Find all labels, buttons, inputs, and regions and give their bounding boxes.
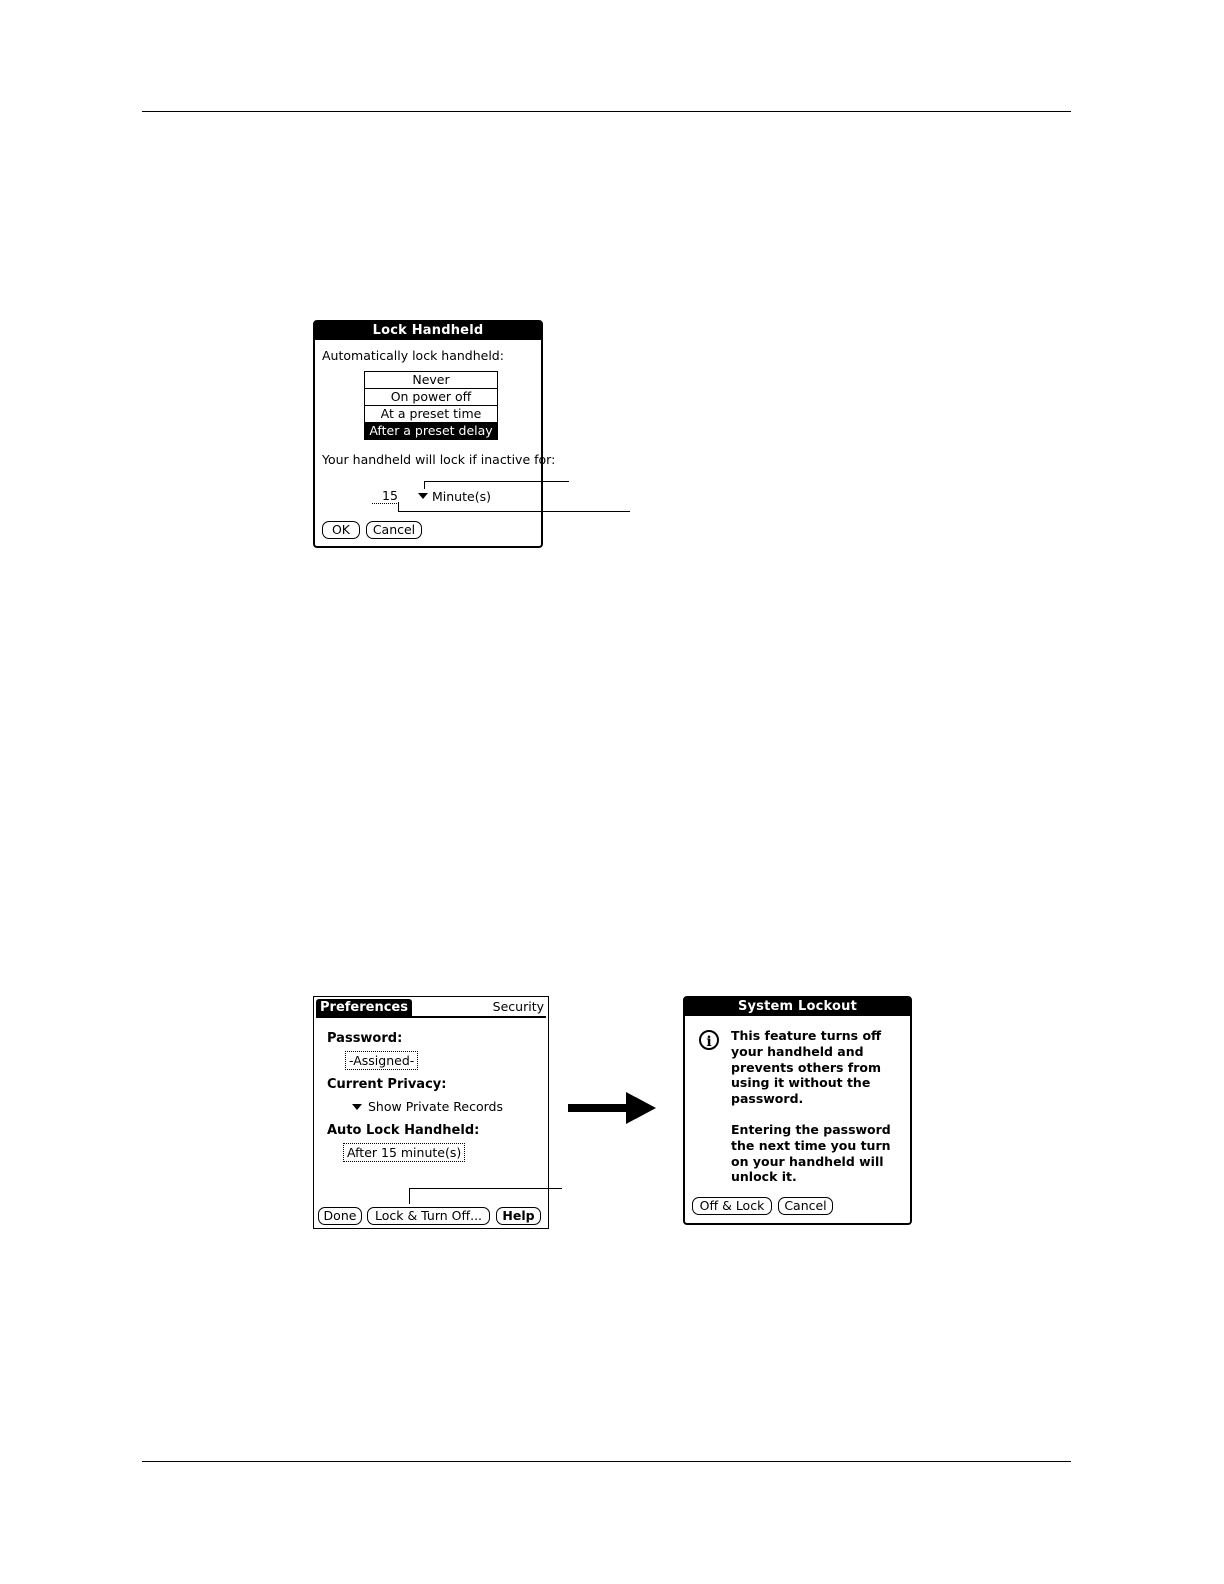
option-on-power-off[interactable]: On power off bbox=[365, 389, 497, 406]
category-picker[interactable]: Security bbox=[492, 999, 544, 1014]
lock-handheld-dialog bbox=[313, 320, 556, 548]
delay-value-field[interactable]: 15 bbox=[372, 488, 399, 504]
right-arrow-icon bbox=[566, 1090, 658, 1126]
preferences-security-screen bbox=[313, 996, 549, 1229]
password-label: Password: bbox=[327, 1031, 403, 1046]
system-lockout-dialog bbox=[683, 996, 912, 1225]
delay-unit-picker[interactable]: Minute(s) bbox=[432, 489, 491, 504]
callout-line-lock-button bbox=[409, 1188, 562, 1189]
callout-line-value bbox=[398, 511, 630, 512]
inactive-label: Your handheld will lock if inactive for: bbox=[322, 452, 556, 467]
auto-lock-label: Auto Lock Handheld: bbox=[327, 1123, 480, 1138]
off-lock-button[interactable]: Off & Lock bbox=[692, 1197, 772, 1215]
option-preset-time[interactable]: At a preset time bbox=[365, 406, 497, 423]
dropdown-arrow-icon[interactable] bbox=[352, 1104, 362, 1110]
header-rule bbox=[142, 111, 1071, 112]
privacy-picker[interactable]: Show Private Records bbox=[368, 1099, 503, 1114]
auto-lock-prompt: Automatically lock handheld: bbox=[322, 348, 504, 363]
lock-option-list bbox=[364, 371, 498, 440]
option-never[interactable]: Never bbox=[365, 372, 497, 389]
password-box[interactable]: -Assigned- bbox=[345, 1051, 418, 1070]
lockout-message-2: Entering the password the next time you turn on your handheld will unlock it. bbox=[731, 1122, 891, 1185]
info-icon: i bbox=[699, 1030, 719, 1050]
done-button[interactable]: Done bbox=[318, 1207, 362, 1225]
cancel-button[interactable]: Cancel bbox=[778, 1197, 833, 1215]
callout-line-unit bbox=[424, 481, 569, 482]
privacy-label: Current Privacy: bbox=[327, 1077, 447, 1092]
callout-line-unit bbox=[424, 481, 425, 489]
auto-lock-box[interactable]: After 15 minute(s) bbox=[343, 1143, 465, 1162]
dropdown-arrow-icon[interactable] bbox=[418, 493, 428, 499]
lockout-message-1: This feature turns off your handheld and prevents others from using it without the password. bbox=[731, 1028, 882, 1107]
option-preset-delay[interactable]: After a preset delay bbox=[365, 423, 497, 439]
cancel-button[interactable]: Cancel bbox=[366, 521, 422, 539]
footer-rule bbox=[142, 1461, 1071, 1462]
title-underline bbox=[316, 1016, 546, 1018]
ok-button[interactable]: OK bbox=[322, 521, 360, 539]
lock-turn-off-button[interactable]: Lock & Turn Off... bbox=[367, 1207, 490, 1225]
dialog-title: System Lockout bbox=[685, 998, 910, 1016]
dialog-title: Lock Handheld bbox=[315, 322, 541, 340]
app-title[interactable]: Preferences bbox=[316, 999, 412, 1017]
callout-line-lock-button bbox=[409, 1188, 410, 1204]
help-button[interactable]: Help bbox=[496, 1207, 541, 1225]
